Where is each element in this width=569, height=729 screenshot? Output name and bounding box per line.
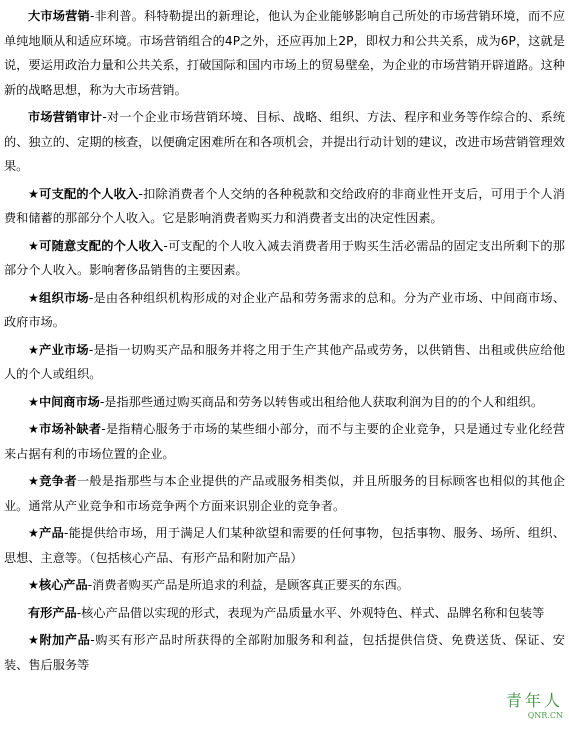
term-dash: - [89,9,95,23]
paragraph-product [4,521,565,570]
star-icon: ★ [28,186,40,201]
definition-text: 消费者购买产品是所追求的利益，是顾客真正要买的东西。 [92,578,409,592]
document-body [4,4,565,680]
paragraph-core-product [4,573,565,598]
term-dash: - [99,394,105,409]
term-label: 市场补缺者 [39,422,102,436]
term-label: 组织市场 [39,290,89,305]
term-label: 大市场营销 [28,9,90,23]
star-icon: ★ [28,394,39,409]
term-dash: - [64,526,69,540]
term-dash: - [87,578,93,592]
definition-text: 是指精心服务于市场的某些细小部分，而不与主要的企业竞争，只是通过专业化经营来占据有利的市场位置的企业。 [4,422,565,461]
term-label: 核心产品 [38,578,88,592]
term-label: 中间商市场 [38,394,100,409]
star-icon: ★ [28,526,40,540]
paragraph-marketing-audit [4,105,565,179]
watermark-main-text: 青年人 [505,691,563,710]
paragraph-augmented-product [4,628,565,677]
term-dash: - [101,422,106,436]
definition-text: 非利普。科特勒提出的新理论，他认为企业能够影响自己所处的市场营销环境，而不应单纯地顺从和适应环境。市场营销组合的4P之外，还应再加上2P，即权力和公共关系，成为6P，这就是说，要运用政治力量和公共关系，打破国际和国内市场上的贸易壁垒，为企业的市场营销开辟道路。这种新的战略思想，称为大市场营销。 [4,9,566,97]
term-label: 有形产品 [28,605,77,620]
star-icon: ★ [28,342,40,357]
watermark-sub-text: QNR.CN [527,711,563,720]
paragraph-reseller-market [4,390,565,415]
term-dash: - [90,633,95,647]
star-icon: ★ [28,238,40,253]
definition-text: 可支配的个人收入减去消费者用于购买生活必需品的固定支出所剩下的那部分个人收入。影响奢侈品销售的主要因素。 [4,238,565,277]
term-dash: - [102,110,107,124]
term-label: 可支配的个人收入 [39,186,139,201]
term-label: 产品 [39,526,64,540]
term-dash: - [76,605,82,620]
term-label: 可随意支配的个人收入 [39,238,164,253]
term-label: 产业市场 [39,342,89,357]
definition-text: 购买有形产品时所获得的全部附加服务和利益，包括提供信贷、免费送货、保证、安装、售后服务等 [4,633,565,672]
definition-text: 是由各种组织机构形成的对企业产品和劳务需求的总和。分为产业市场、中间商市场、政府市场。 [4,290,566,329]
term-dash: - [88,342,94,357]
paragraph-disposable-income [4,182,565,231]
term-dash: - [138,186,143,201]
star-icon: ★ [28,474,40,488]
term-label: 附加产品 [39,633,91,647]
definition-text: 对一个企业市场营销环境、目标、战略、组织、方法、程序和业务等作综合的、系统的、独立的、定期的核查，以便确定困难所在和各项机会，并提出行动计划的建议，改进市场营销管理效果。 [4,110,566,173]
paragraph-big-marketing [4,4,565,102]
paragraph-market-nicher [4,417,565,466]
paragraph-discretionary-income [4,234,565,283]
term-label: 市场营销审计 [28,110,103,124]
definition-text: 扣除消费者个人交纳的各种税款和交给政府的非商业性开支后，可用于个人消费和储蓄的那部分个人收入。它是影响消费者购买力和消费者支出的决定性因素。 [4,186,565,225]
star-icon: ★ [28,422,40,436]
paragraph-tangible-product [4,601,565,626]
paragraph-competitor [4,469,565,518]
term-label: 竞争者 [39,474,77,488]
star-icon: ★ [28,578,39,592]
watermark-logo [493,691,563,725]
definition-text: 核心产品借以实现的形式，表现为产品质量水平、外观特色、样式、品牌名称和包装等 [81,605,545,620]
paragraph-organizational-market [4,286,565,335]
definition-text: 是指一切购买产品和服务并将之用于生产其他产品或劳务，以供销售、出租或供应给他人的个人或组织。 [4,342,566,381]
star-icon: ★ [28,633,40,647]
definition-text: 能提供给市场，用于满足人们某种欲望和需要的任何事物，包括事物、服务、场所、组织、思想、主意等。（包括核心产品、有形产品和附加产品） [4,526,566,565]
paragraph-industrial-market [4,338,565,387]
term-dash: - [88,290,94,305]
definition-text: 一般是指那些与本企业提供的产品或服务相类似，并且所服务的目标顾客也相似的其他企业。通常从产业竞争和市场竞争两个方面来识别企业的竞争者。 [4,474,565,513]
star-icon: ★ [28,290,40,305]
term-dash: - [163,238,168,253]
definition-text: 是指那些通过购买商品和劳务以转售或出租给他人获取利润为目的的个人和组织。 [104,394,544,409]
